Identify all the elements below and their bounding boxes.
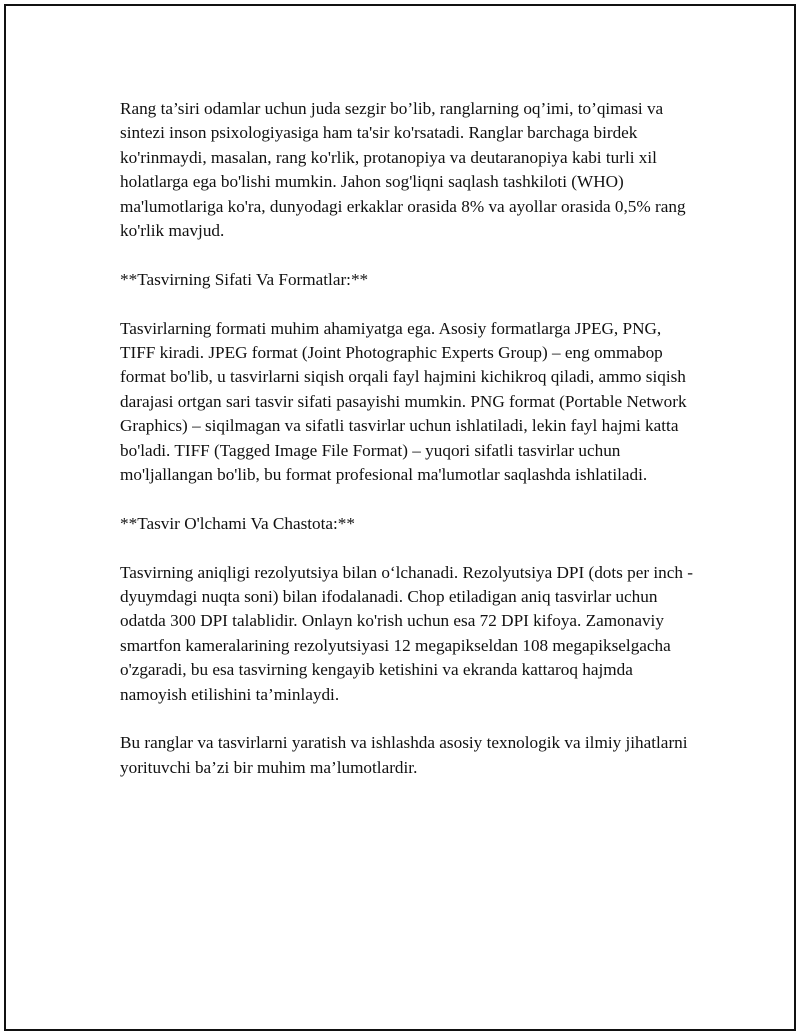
paragraph-conclusion: Bu ranglar va tasvirlarni yaratish va ishlashda asosiy texnologik va ilmiy jihatlarni yorituvchi ba’zi bir muhim ma’lumotlardir.	[120, 733, 688, 777]
paragraph-image-formats: Tasvirlarning formati muhim ahamiyatga ega. Asosiy formatlarga JPEG, PNG, TIFF kiradi. JPEG format (Joint Photographic Experts Group) – eng ommabop format bo'lib, u tasvirlarni siqish orqali fayl hajmini kichikroq qiladi, ammo siqish darajasi ortgan sari tasvir sifati pasayishi mumkin. PNG format (Portable Network Graphics) – siqilmagan va sifatli tasvirlar uchun ishlatiladi, lekin fayl hajmi katta bo'ladi. TIFF (Tagged Image File Format) – yuqori sifatli tasvirlar uchun mo'ljallangan bo'lib, bu format profesional ma'lumotlar saqlashda ishlatiladi.	[120, 318, 687, 485]
document-body	[120, 97, 700, 805]
paragraph-resolution: Tasvirning aniqligi rezolyutsiya bilan o‘lchanadi. Rezolyutsiya DPI (dots per inch - dyuymdagi nuqta soni) bilan ifodalanadi. Chop etiladigan aniq tasvirlar uchun odatda 300 DPI talablidir. Onlayn ko'rish uchun esa 72 DPI kifoya. Zamonaviy smartfon kameralarining rezolyutsiyasi 12 megapikseldan 108 megapikselgacha o'zgaradi, bu esa tasvirning kengayib ketishini va ekranda kattaroq hajmda namoyish etilishini ta’minlaydi.	[120, 562, 694, 704]
heading-image-size-frequency: **Tasvir O'lchami Va Chastota:**	[120, 513, 355, 533]
document-page	[4, 4, 796, 1031]
heading-image-quality-formats: **Tasvirning Sifati Va Formatlar:**	[120, 269, 369, 289]
paragraph-color-perception: Rang ta’siri odamlar uchun juda sezgir bo’lib, ranglarning oq’imi, to’qimasi va sintezi inson psixologiyasiga ham ta'sir ko'rsatadi. Ranglar barchaga birdek ko'rinmaydi, masalan, rang ko'rlik, protanopiya va deutaranopiya kabi turli xil holatlarga ega bo'lishi mumkin. Jahon sog'liqni saqlash tashkiloti (WHO) ma'lumotlariga ko'ra, dunyodagi erkaklar orasida 8% va ayollar orasida 0,5% rang ko'rlik mavjud.	[120, 99, 686, 241]
